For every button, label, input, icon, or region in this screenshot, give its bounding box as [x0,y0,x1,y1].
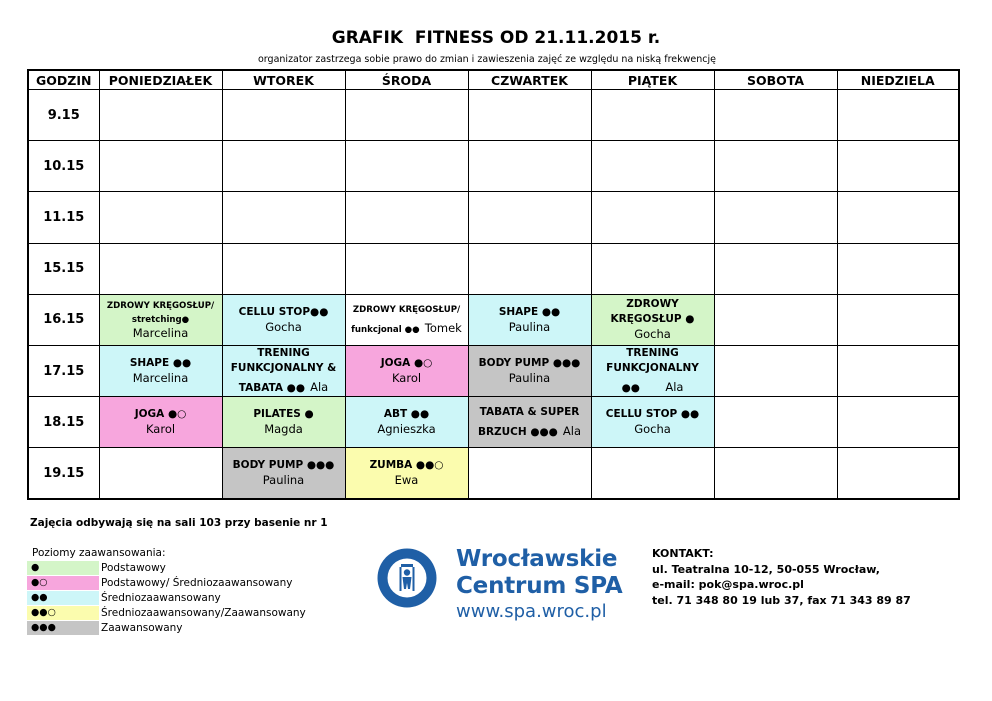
trainer-name: Ewa [394,473,419,488]
brand-name-line1: Wrocławskie [456,546,618,572]
empty-cell [468,192,591,243]
schedule-table [27,69,960,500]
empty-cell [222,192,345,243]
class-name: ZDROWY [626,298,679,311]
time-cell: 11.15 [28,192,99,243]
time-cell: 9.15 [28,90,99,141]
class-name: KRĘGOSŁUP ● [610,313,695,326]
trainer-name: Ala [310,380,329,395]
empty-cell [99,141,222,192]
class-name: funkcjonal ●● [351,324,420,335]
class-cell-fri-1615 [591,294,714,345]
class-name: BODY PUMP ●●● [478,357,581,370]
header-tuesday: WTOREK [222,70,345,90]
trainer-name: Tomek [424,320,462,335]
class-cell-tue-1715 [222,345,345,396]
empty-cell [99,90,222,141]
legend-title: Poziomy zaawansowania: [32,547,166,559]
table-row [28,345,959,396]
class-name: ZUMBA ●●○ [369,459,444,472]
table-row [28,397,959,448]
page-title: GRAFIK FITNESS OD 21.11.2015 r. [331,28,661,48]
class-cell-fri-1715 [591,345,714,396]
trainer-name: Paulina [262,473,305,488]
empty-cell [591,141,714,192]
table-row [28,294,959,345]
empty-cell [345,90,468,141]
legend-item [27,621,327,636]
empty-cell [714,243,837,294]
class-name: CELLU STOP ●● [605,408,700,421]
header-monday: PONIEDZIAŁEK [99,70,222,90]
brand-url: www.spa.wroc.pl [456,601,607,622]
trainer-name: Marcelina [132,371,189,386]
trainer-name: Magda [264,422,303,437]
class-name: ABT ●● [383,408,430,421]
empty-cell [714,345,837,396]
table-row [28,192,959,243]
class-cell-wed-1915 [345,448,468,499]
legend-symbol: ●● [27,591,99,605]
empty-cell [837,141,959,192]
class-name: JOGA ●○ [134,408,187,421]
trainer-name: Karol [145,422,176,437]
legend-symbol: ●●○ [27,606,99,620]
empty-cell [345,141,468,192]
class-name: stretching● [131,315,190,326]
time-cell: 18.15 [28,397,99,448]
empty-cell [591,90,714,141]
empty-cell [591,243,714,294]
empty-cell [714,397,837,448]
time-cell: 16.15 [28,294,99,345]
time-cell: 19.15 [28,448,99,499]
class-cell-thu-1815 [468,397,591,448]
empty-cell [714,448,837,499]
empty-cell [468,243,591,294]
empty-cell [222,90,345,141]
empty-cell [837,448,959,499]
class-cell-mon-1615 [99,294,222,345]
class-cell-tue-1915 [222,448,345,499]
empty-cell [99,448,222,499]
spa-logo-icon [376,547,438,609]
class-name: FUNKCJONALNY & [230,362,337,375]
contact-email: e-mail: pok@spa.wroc.pl [652,578,804,591]
class-cell-fri-1815 [591,397,714,448]
empty-cell [714,294,837,345]
trainer-name: Ala [562,423,582,438]
header-row [28,70,959,90]
contact-address: ul. Teatralna 10-12, 50-055 Wrocław, [652,562,880,576]
brand-name-line2: Centrum SPA [456,573,623,599]
empty-cell [591,192,714,243]
legend [27,561,327,636]
trainer-name: Gocha [265,319,302,334]
legend-symbol: ● [27,561,99,575]
class-name: BRZUCH ●●● [477,425,558,438]
empty-cell [591,448,714,499]
trainer-name: Paulina [508,371,551,386]
empty-cell [837,90,959,141]
class-cell-thu-1615 [468,294,591,345]
class-cell-wed-1715 [345,345,468,396]
class-name: ●● [621,382,640,395]
empty-cell [99,192,222,243]
empty-cell [714,141,837,192]
empty-cell [714,192,837,243]
class-cell-thu-1715 [468,345,591,396]
trainer-name: Karol [391,371,422,386]
legend-symbol: ●○ [27,576,99,590]
trainer-name: Gocha [634,422,671,437]
class-name: FUNKCJONALNY [606,362,699,375]
class-name: TRENING [257,347,310,360]
legend-item [27,606,327,621]
legend-label: Średniozaawansowany [101,592,221,604]
time-cell: 17.15 [28,345,99,396]
trainer-name: Ala [665,380,684,395]
legend-item [27,576,327,591]
legend-label: Podstawowy [101,562,166,574]
class-name: SHAPE ●● [498,305,561,318]
legend-label: Podstawowy/ Średniozaawansowany [101,577,293,589]
header-sunday: NIEDZIELA [837,70,959,90]
empty-cell [222,243,345,294]
header-wednesday: ŚRODA [345,70,468,90]
header-friday: PIĄTEK [591,70,714,90]
class-cell-wed-1615 [345,294,468,345]
empty-cell [345,243,468,294]
legend-item [27,561,327,576]
empty-cell [837,345,959,396]
legend-label: Zaawansowany [101,622,183,634]
class-cell-mon-1815 [99,397,222,448]
class-name: ZDROWY KRĘGOSŁUP/ [352,304,461,315]
trainer-name: Agnieszka [377,422,436,437]
page-subtitle: organizator zastrzega sobie prawo do zmian i zawieszenia zajęć ze względu na niską frekwencję [258,54,716,65]
class-cell-mon-1715 [99,345,222,396]
legend-symbol: ●●● [27,621,99,635]
header-saturday: SOBOTA [714,70,837,90]
legend-label: Średniozaawansowany/Zaawansowany [101,607,306,619]
trainer-name: Gocha [634,327,671,342]
class-cell-wed-1815 [345,397,468,448]
empty-cell [222,141,345,192]
class-name: TABATA & SUPER [479,405,580,418]
legend-item [27,591,327,606]
empty-cell [837,397,959,448]
time-cell: 15.15 [28,243,99,294]
contact-phone: tel. 71 348 80 19 lub 37, fax 71 343 89 87 [652,593,911,607]
trainer-name: Paulina [508,319,551,334]
header-hour: GODZIN [28,70,99,90]
trainer-name: Marcelina [132,326,189,341]
empty-cell [837,294,959,345]
class-name: SHAPE ●● [129,357,192,370]
class-name: TABATA ●● [238,382,306,395]
empty-cell [99,243,222,294]
table-row [28,448,959,499]
empty-cell [468,141,591,192]
empty-cell [468,448,591,499]
empty-cell [468,90,591,141]
empty-cell [345,192,468,243]
class-name: TRENING [626,347,679,360]
contact-block [652,546,911,608]
contact-heading: KONTAKT: [652,547,714,560]
empty-cell [714,90,837,141]
empty-cell [837,192,959,243]
time-cell: 10.15 [28,141,99,192]
class-name: ZDROWY KRĘGOSŁUP/ [106,301,215,312]
header-thursday: CZWARTEK [468,70,591,90]
class-cell-tue-1815 [222,397,345,448]
class-name: BODY PUMP ●●● [232,459,335,472]
class-cell-tue-1615 [222,294,345,345]
table-row [28,243,959,294]
room-note: Zajęcia odbywają się na sali 103 przy basenie nr 1 [30,517,328,529]
table-row [28,90,959,141]
table-row [28,141,959,192]
class-name: PILATES ● [253,408,314,421]
empty-cell [837,243,959,294]
class-name: JOGA ●○ [380,357,433,370]
class-name: CELLU STOP●● [238,305,329,318]
